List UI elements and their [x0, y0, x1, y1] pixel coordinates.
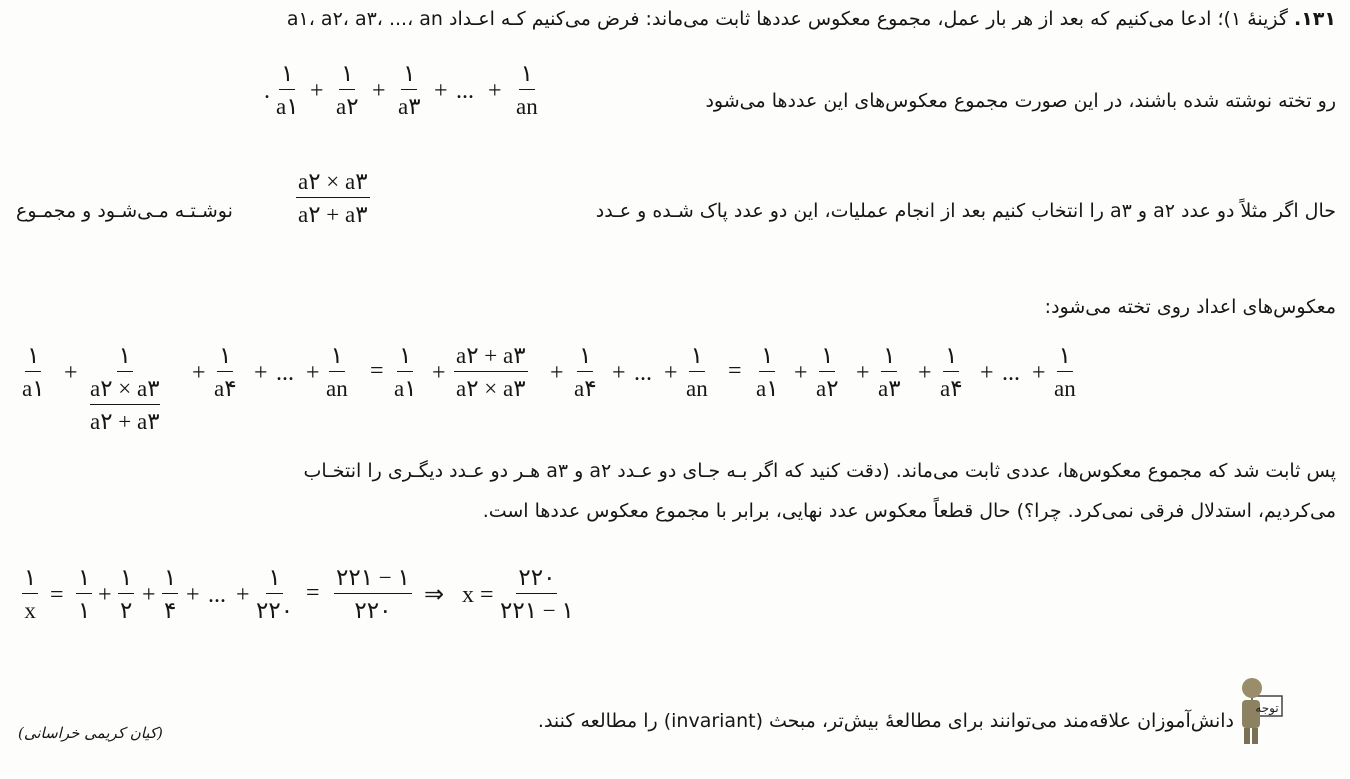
nested-fraction: ۱ a۲ × a۳ a۲ + a۳: [90, 343, 160, 434]
fraction: ۱ a۱: [394, 343, 417, 401]
fraction: ۱ a۳: [398, 61, 421, 119]
fraction: ۱ ۲: [120, 565, 133, 623]
fraction: ۱ a۱: [276, 61, 299, 119]
fraction: ۱ an: [326, 343, 348, 401]
fraction: ۱ a۲: [816, 343, 839, 401]
line-2: رو تخته نوشته شده باشند، در این صورت مجموع معکوس‌های این عددها می‌شود: [705, 90, 1336, 112]
line-5: پس ثابت شد که مجموع معکوس‌ها، عددی ثابت می‌ماند. (دقت کنید که اگر بـه جـای دو عـدد a۲ و a۳ هـر دو عـدد دیگـری را انتخـاب: [303, 460, 1336, 482]
fraction: ۱ a۴: [214, 343, 237, 401]
line-4: معکوس‌های اعداد روی تخته می‌شود:: [1044, 296, 1336, 318]
fraction: ۱ a۱: [22, 343, 45, 401]
fraction: ۱ a۱: [756, 343, 779, 401]
line-3-tail: نوشـتـه مـی‌شـود و مجمـوع: [16, 200, 233, 222]
fraction: ۱ an: [1054, 343, 1076, 401]
fraction: ۱ an: [686, 343, 708, 401]
fraction: ۱ ۲۲۰: [256, 565, 294, 623]
note-icon: [1238, 668, 1284, 748]
fraction: ۱ a۲: [336, 61, 359, 119]
fraction: ۱ ۱: [78, 565, 91, 623]
note-text: دانش‌آموزان علاقه‌مند می‌توانند برای مطالعهٔ بیش‌تر، مبحث (invariant) را مطالعه کنند.: [537, 710, 1234, 732]
svg-text:توجه: توجه: [1255, 701, 1279, 715]
fraction: $\frac{a۲ + a۳}{a۲ \times a۳}$: [456, 343, 526, 401]
new-number-fraction: $\frac{a۲ \times a۳}{a۲ + a۳}$: [298, 169, 368, 227]
fraction: ۱ ۴: [164, 565, 177, 623]
fraction: ۱ a۳: [878, 343, 901, 401]
fraction: ۱ x: [24, 565, 37, 623]
line-3: حال اگر مثلاً دو عدد a۲ و a۳ را انتخاب کنیم بعد از انجام عملیات، این دو عدد پاک شـده و عـدد: [595, 200, 1336, 222]
fraction: ۱ an: [516, 61, 538, 119]
fraction: ۱ a۴: [940, 343, 963, 401]
problem-number: ۱۳۱.: [1293, 8, 1336, 30]
author-credit: (کیان کریمی خراسانی): [18, 724, 163, 742]
line-1: [16, 8, 1336, 30]
fraction: ۲۲۰ ۲۲۱ − ۱: [500, 565, 574, 623]
fraction: ۲۲۱ − ۱ ۲۲۰: [336, 565, 410, 623]
line-1-text: گزینهٔ ۱)؛ ادعا می‌کنیم که بعد از هر بار عمل، مجموع معکوس عددها ثابت می‌ماند: فرض می‌کنیم کـه اعـداد a۱، a۲، a۳، ...، an: [286, 8, 1288, 30]
fraction: ۱ a۴: [574, 343, 597, 401]
line-6: می‌کردیم، استدلال فرقی نمی‌کرد. چرا؟) حال قطعاً معکوس عدد نهایی، برابر با مجموع معکوس عددها است.: [482, 500, 1336, 522]
